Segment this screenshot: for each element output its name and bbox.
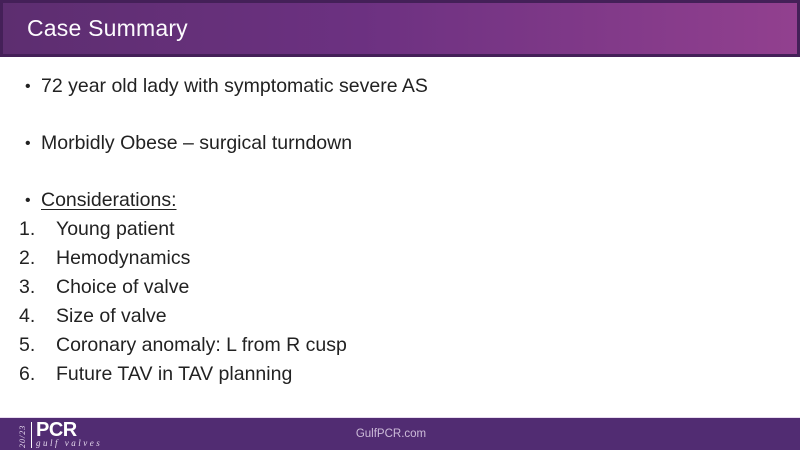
numbered-text: Future TAV in TAV planning xyxy=(56,363,293,385)
bullet-item xyxy=(0,129,800,158)
bullet-item xyxy=(0,186,800,215)
numbered-item xyxy=(0,273,800,302)
numbered-item xyxy=(0,244,800,273)
bullet-marker: • xyxy=(25,192,31,209)
slide-footer-bar xyxy=(0,417,800,450)
numbered-text: Choice of valve xyxy=(56,276,190,298)
bullet-marker: • xyxy=(25,135,31,152)
number-marker: 4. xyxy=(19,305,36,327)
numbered-text: Hemodynamics xyxy=(56,247,191,269)
slide-content xyxy=(0,72,800,389)
slide-header-bar xyxy=(0,0,800,57)
numbered-item xyxy=(0,360,800,389)
number-marker: 5. xyxy=(19,334,36,356)
number-marker: 2. xyxy=(19,247,36,269)
numbered-item xyxy=(0,215,800,244)
bullet-text: 72 year old lady with symptomatic severe AS xyxy=(41,75,428,97)
bullet-marker: • xyxy=(25,78,31,95)
logo-brand-label: PCR xyxy=(36,418,77,441)
bullet-item xyxy=(0,72,800,101)
numbered-text: Size of valve xyxy=(56,305,167,327)
numbered-item xyxy=(0,302,800,331)
numbered-item xyxy=(0,331,800,360)
numbered-text: Young patient xyxy=(56,218,175,240)
logo-year-label: 20/23 xyxy=(18,424,27,448)
logo-tagline-label: gulf valves xyxy=(36,437,103,448)
bullet-text: Considerations: xyxy=(41,189,177,211)
page-title: Case Summary xyxy=(27,15,188,41)
footer-site-label: GulfPCR.com xyxy=(355,428,427,440)
numbered-text: Coronary anomaly: L from R cusp xyxy=(56,334,347,356)
number-marker: 3. xyxy=(19,276,36,298)
number-marker: 6. xyxy=(19,363,36,385)
number-marker: 1. xyxy=(19,218,36,240)
bullet-text: Morbidly Obese – surgical turndown xyxy=(41,132,353,154)
